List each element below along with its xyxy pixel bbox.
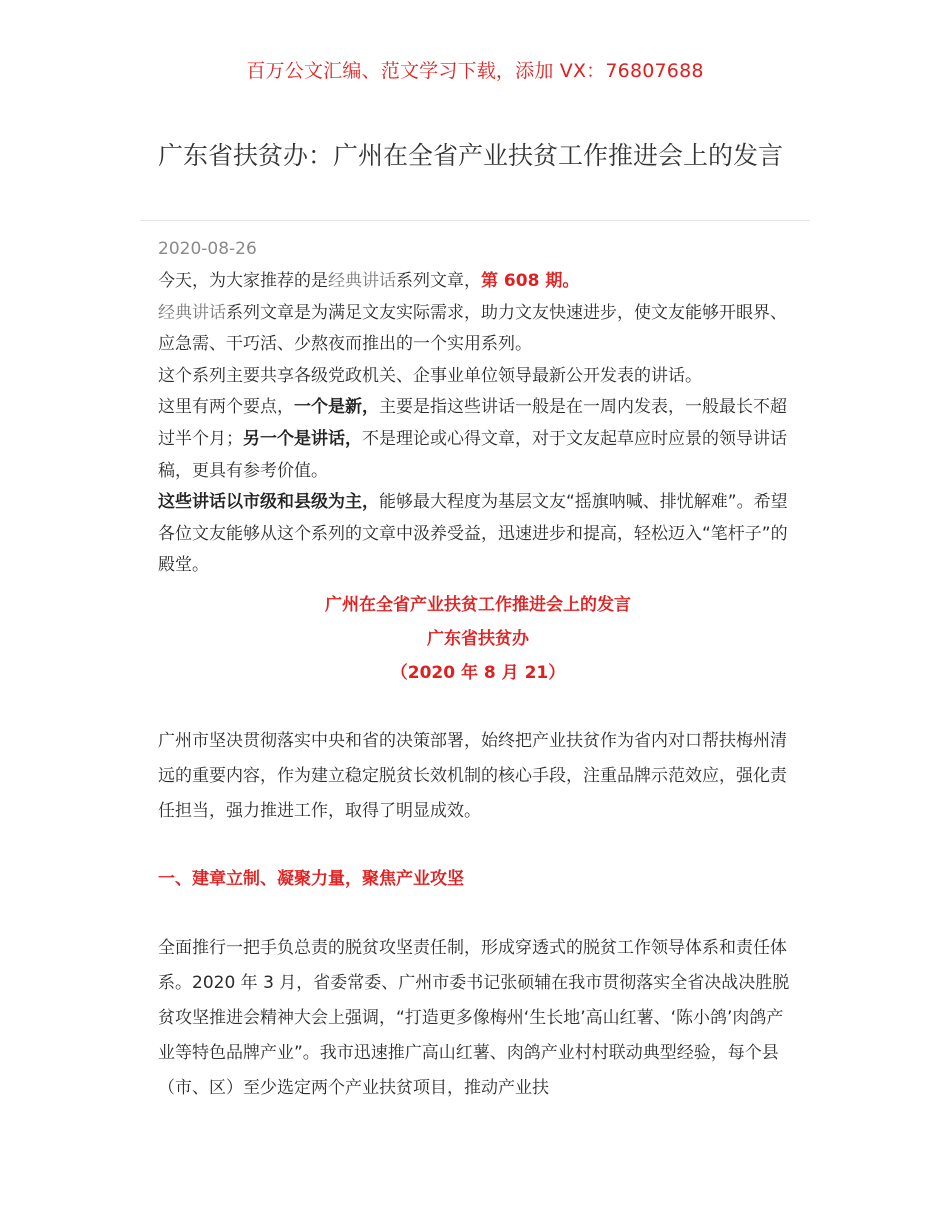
section-heading-1: 一、建章立制、凝聚力量，聚焦产业攻坚 [158,869,464,889]
promo-banner: 百万公文汇编、范文学习下载，添加 VX：76807688 [246,60,704,82]
speech-header [158,588,798,690]
intro-paragraph-2 [158,298,798,361]
intro-paragraph-4 [158,392,798,487]
title-divider [140,220,810,221]
intro-section [158,266,798,582]
intro-text: 系列文章， [396,271,481,291]
issue-number: 第 608 期。 [481,271,580,291]
article-title: 广东省扶贫办：广州在全省产业扶贫工作推进会上的发言 [158,141,784,170]
intro-text: 这里有两个要点， [158,397,294,418]
series-name: 经典讲话 [158,302,226,323]
intro-paragraph-1 [158,266,798,298]
body-paragraph-1: 广州市坚决贯彻落实中央和省的决策部署，始终把产业扶贫作为省内对口帮扶梅州清远的重要内容，作为建立稳定脱贫长效机制的核心手段，注重品牌示范效应，强化责任担当，强力推进工作，取得了明显成效。 [158,731,787,821]
key-point-1: 一个是新， [294,397,379,418]
intro-paragraph-3: 这个系列主要共享各级党政机关、企事业单位领导最新公开发表的讲话。 [158,365,702,386]
intro-paragraph-5 [158,487,798,582]
body-paragraph-2: 全面推行一把手负总责的脱贫攻坚责任制，形成穿透式的脱贫工作领导体系和责任体系。2020 年 3 月，省委常委、广州市委书记张硕辅在我市贯彻落实全省决战决胜脱贫攻坚推进会精神大会上强调，“打造更多像梅州‘生长地’高山红薯、‘陈小鸽’肉鸽产业等特色品牌产业”。我市迅速推广高山红薯、肉鸽产业村村联动典型经验，每个县（市、区）至少选定两个产业扶贫项目，推动产业扶 [158,938,790,1098]
intro-text: 能够最大程度为基层文友“摇旗呐喊、排忧解难”。希望各位文友能够从这个系列的文章中汲养受益，迅速进步和提高，轻松迈入“笔杆子”的殿堂。 [158,492,788,576]
intro-text: 主要是指这些讲话一般是在一周内发表，一般最长不超过半个月； [158,397,787,449]
intro-text: 今天，为大家推荐的是 [158,271,328,291]
intro-text: 不是理论或心得文章，对于文友起草应时应景的领导讲话稿，更具有参考价值。 [158,428,787,481]
speech-speaker: 广东省扶贫办 [427,629,529,649]
speech-date: （2020 年 8 月 21） [390,663,566,683]
speech-title: 广州在全省产业扶贫工作推进会上的发言 [325,595,631,615]
article-date: 2020-08-26 [158,239,257,259]
key-point-3: 这些讲话以市级和县级为主， [158,492,379,513]
key-point-2: 另一个是讲话， [243,428,362,449]
series-name: 经典讲话 [328,271,396,291]
intro-text: 系列文章是为满足文友实际需求，助力文友快速进步，使文友能够开眼界、应急需、干巧活、少熬夜而推出的一个实用系列。 [158,302,787,355]
